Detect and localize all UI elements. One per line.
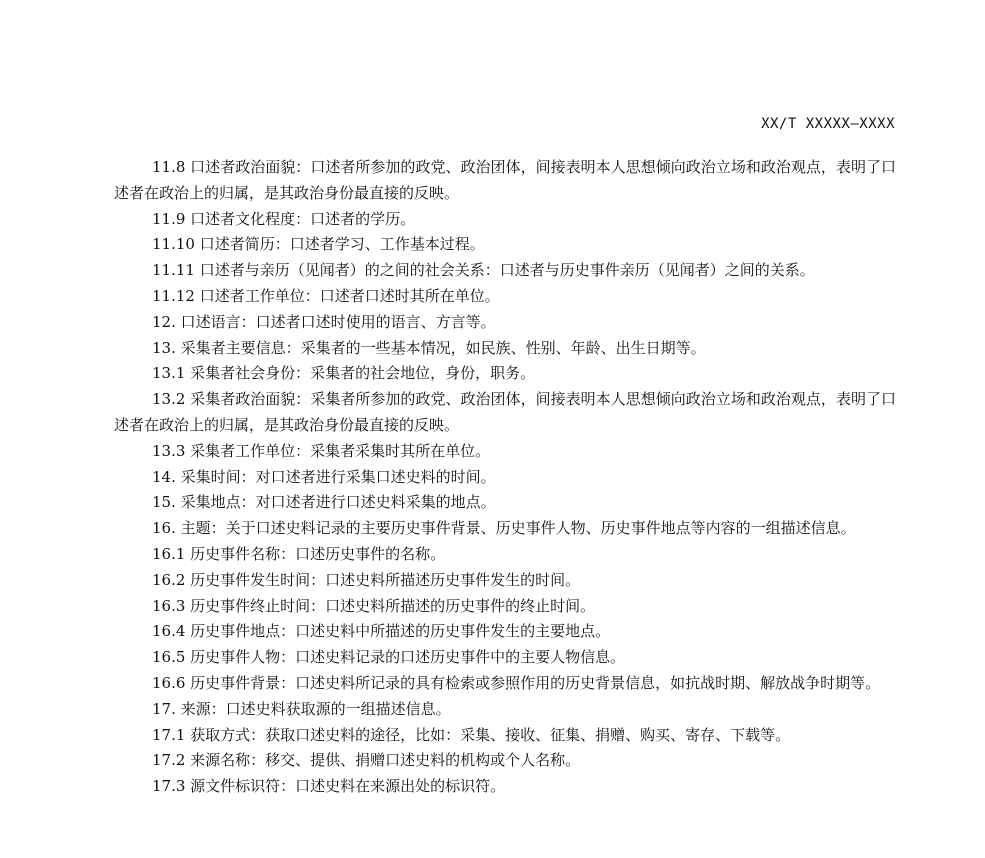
paragraph-14: 14. 采集时间：对口述者进行采集口述史料的时间。 xyxy=(152,467,496,486)
paragraph-11-10: 11.10 口述者简历：口述者学习、工作基本过程。 xyxy=(152,235,485,254)
paragraph-11-9: 11.9 口述者文化程度：口述者的学历。 xyxy=(152,209,416,228)
paragraph-13-1: 13.1 采集者社会身份：采集者的社会地位，身份，职务。 xyxy=(152,364,536,383)
paragraph-17-1: 17.1 获取方式：获取口述史料的途径，比如：采集、接收、征集、捐赠、购买、寄存、下载等。 xyxy=(152,725,791,744)
paragraph-13: 13. 采集者主要信息：采集者的一些基本情况，如民族、性别、年龄、出生日期等。 xyxy=(152,338,706,357)
paragraph-13-3: 13.3 采集者工作单位：采集者采集时其所在单位。 xyxy=(152,441,491,460)
paragraph-12: 12. 口述语言：口述者口述时使用的语言、方言等。 xyxy=(152,312,496,331)
paragraph-17-2: 17.2 来源名称：移交、提供、捐赠口述史料的机构或个人名称。 xyxy=(152,751,581,770)
paragraph-16-6: 16.6 历史事件背景：口述史料所记录的具有检索或参照作用的历史背景信息，如抗战时期、解放战争时期等。 xyxy=(152,673,881,692)
paragraph-16-4: 16.4 历史事件地点：口述史料中所描述的历史事件发生的主要地点。 xyxy=(152,622,611,641)
paragraph-17: 17. 来源：口述史料获取源的一组描述信息。 xyxy=(152,699,451,718)
paragraph-16-2: 16.2 历史事件发生时间：口述史料所描述历史事件发生的时间。 xyxy=(152,570,581,589)
paragraph-11-8: 11.8 口述者政治面貌：口述者所参加的政党、政治团体，间接表明本人思想倾向政治立场和政治观点，表明了口述者在政治上的归属，是其政治身份最直接的反映。 xyxy=(114,158,896,202)
paragraph-16-1: 16.1 历史事件名称：口述历史事件的名称。 xyxy=(152,544,446,563)
paragraph-11-12: 11.12 口述者工作单位：口述者口述时其所在单位。 xyxy=(152,286,500,305)
paragraph-13-2: 13.2 采集者政治面貌：采集者所参加的政党、政治团体，间接表明本人思想倾向政治立场和政治观点，表明了口述者在政治上的归属，是其政治身份最直接的反映。 xyxy=(114,390,896,434)
paragraph-15: 15. 采集地点：对口述者进行口述史料采集的地点。 xyxy=(152,493,496,512)
paragraph-16-3: 16.3 历史事件终止时间：口述史料所描述的历史事件的终止时间。 xyxy=(152,596,596,615)
paragraph-16-5: 16.5 历史事件人物：口述史料记录的口述历史事件中的主要人物信息。 xyxy=(152,648,626,667)
standard-code-header: XX/T XXXXX—XXXX xyxy=(761,116,895,132)
document-body xyxy=(114,155,896,800)
paragraph-16: 16. 主题：关于口述史料记录的主要历史事件背景、历史事件人物、历史事件地点等内容的一组描述信息。 xyxy=(152,519,856,538)
paragraph-11-11: 11.11 口述者与亲历（见闻者）的之间的社会关系：口述者与历史事件亲历（见闻者）之间的关系。 xyxy=(152,261,815,280)
paragraph-17-3: 17.3 源文件标识符：口述史料在来源出处的标识符。 xyxy=(152,777,506,796)
